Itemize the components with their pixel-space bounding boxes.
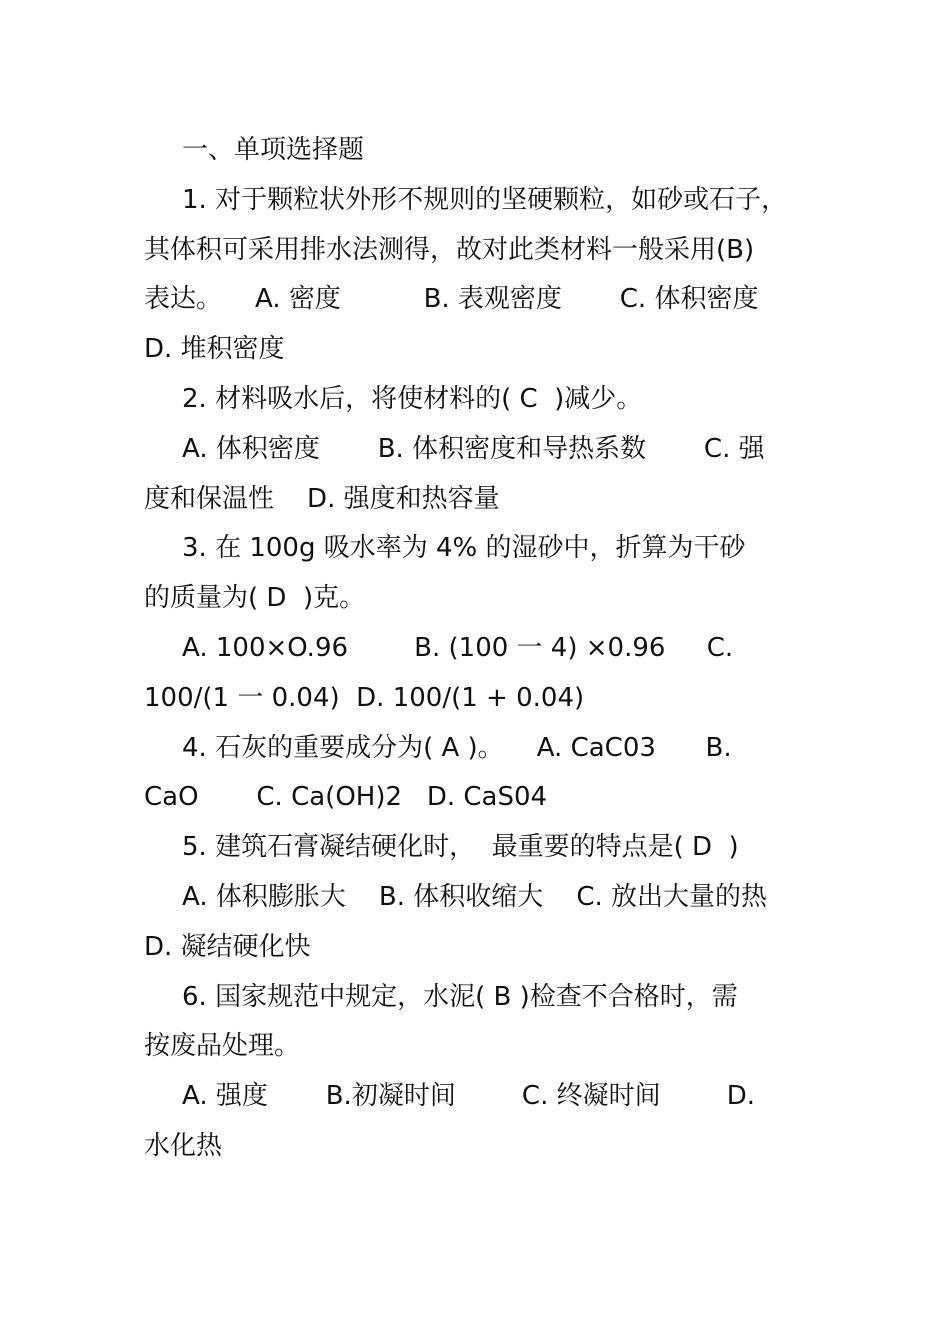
question-3-options-line-1: A. 100×O.96 B. (100 一 4) ×0.96 C. (182, 632, 734, 663)
question-3-options-line-2: 100/(1 一 0.04) D. 100/(1 + 0.04) (144, 682, 585, 713)
question-text-block (144, 126, 834, 1172)
question-6-options-line-2: 水化热 (144, 1130, 223, 1161)
question-1-line-2: 其体积可采用排水法测得，故对此类材料一般采用(B) (144, 234, 755, 265)
question-1-options-line: 表达。 A. 密度 B. 表观密度 C. 体积密度 (144, 284, 759, 315)
question-6-line-1: 6. 国家规范中规定，水泥( B )检查不合格时，需 (182, 981, 738, 1012)
question-6-options-line-1: A. 强度 B.初凝时间 C. 终凝时间 D. (182, 1081, 756, 1112)
question-5-options-line-2: D. 凝结硬化快 (144, 931, 311, 962)
question-4-line-2: CaO C. Ca(OH)2 D. CaS04 (144, 782, 548, 813)
question-3-line-1: 3. 在 100g 吸水率为 4% 的湿砂中，折算为干砂 (182, 533, 746, 564)
question-5-line: 5. 建筑石膏凝结硬化时， 最重要的特点是( D ) (182, 832, 739, 863)
section-heading: 一、单项选择题 (182, 135, 365, 165)
question-4-line-1: 4. 石灰的重要成分为( A )。 A. CaC03 B. (182, 732, 732, 763)
question-2-options-line-1: A. 体积密度 B. 体积密度和导热系数 C. 强 (182, 433, 765, 464)
question-1-option-d: D. 堆积密度 (144, 334, 285, 365)
question-2-line: 2. 材料吸水后，将使材料的( C )减少。 (182, 383, 643, 414)
question-2-options-line-2: 度和保温性 D. 强度和热容量 (144, 483, 500, 514)
question-3-line-2: 的质量为( D )克。 (144, 583, 366, 614)
question-5-options-line-1: A. 体积膨胀大 B. 体积收缩大 C. 放出大量的热 (182, 881, 768, 912)
question-1-line-1: 1. 对于颗粒状外形不规则的坚硬颗粒，如砂或石子， (182, 184, 788, 215)
question-6-line-2: 按废品处理。 (144, 1031, 301, 1062)
